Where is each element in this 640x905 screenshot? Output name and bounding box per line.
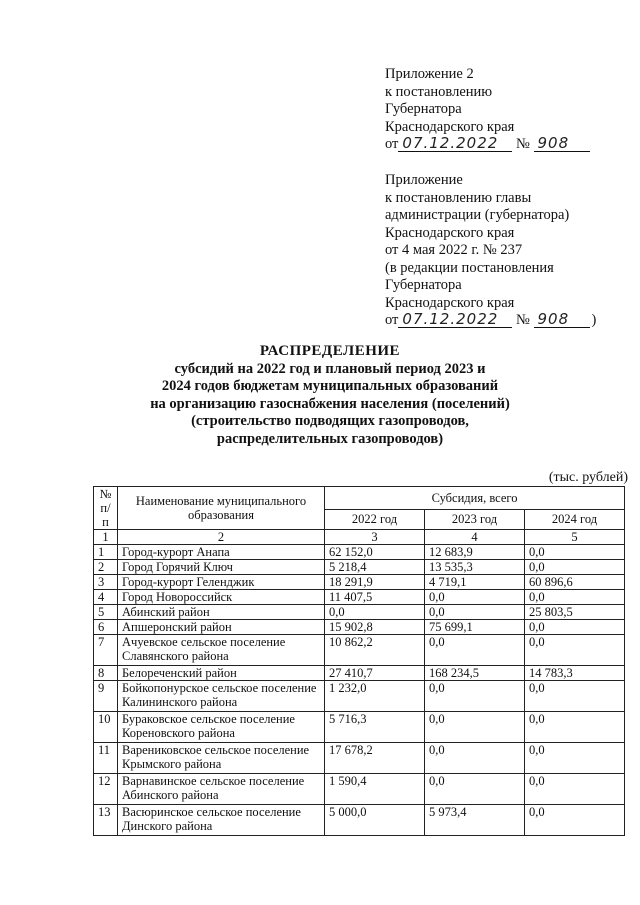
row-value-2022: 5 716,3 [325,712,425,743]
annex1-line: Губернатора [385,101,462,117]
annex2-handwritten-number: 908 [534,312,590,328]
annex1-sign-prefix: от [385,136,399,152]
row-value-2023: 13 535,3 [425,560,525,575]
row-name: Бураковское сельское поселение Кореновского района [118,712,325,743]
row-value-2024: 60 896,6 [525,575,625,590]
row-name: Город-курорт Анапа [118,545,325,560]
row-value-2022: 27 410,7 [325,666,425,681]
row-value-2024: 0,0 [525,635,625,666]
row-name: Васюринское сельское поселение Динского района [118,805,325,836]
annex2-line: Краснодарского края [385,294,515,311]
annex2-line: администрации (губернатора) [385,207,570,223]
header-year-2022: 2022 год [325,509,425,529]
title-line: субсидий на 2022 год и плановый период 2023 и [174,360,486,377]
title-line: (строительство подводящих газопроводов, [191,413,469,429]
row-name: Город Горячий Ключ [118,560,325,575]
row-value-2024: 0,0 [525,805,625,836]
index-cell: 3 [325,530,425,545]
annex1-line: Приложение 2 [385,66,474,82]
header-year-2023: 2023 год [425,509,525,529]
table-row [94,666,625,681]
index-cell: 4 [425,530,525,545]
row-name: Город-курорт Геленджик [118,575,325,590]
annex2-line: Краснодарского края [385,224,515,241]
row-value-2023: 168 234,5 [425,666,525,681]
row-number: 1 [94,545,118,560]
row-name: Варнавинское сельское поселение Абинского района [118,774,325,805]
row-number: 8 [94,666,118,681]
table-row [94,681,625,712]
row-value-2023: 0,0 [425,590,525,605]
annex2-line: от 4 мая 2022 г. № 237 [385,242,523,258]
table-row [94,545,625,560]
row-name: Ачуевское сельское поселение Славянского района [118,635,325,666]
row-value-2024: 0,0 [525,620,625,635]
header-number: № п/п [94,487,118,530]
row-value-2023: 0,0 [425,635,525,666]
annex2-line: Губернатора [385,277,462,293]
row-number: 9 [94,681,118,712]
index-cell: 1 [94,530,118,545]
annex1-line: к постановлению [385,83,493,100]
row-number: 3 [94,575,118,590]
row-value-2022: 5 218,4 [325,560,425,575]
row-number: 10 [94,712,118,743]
annex2-signature-line [385,312,596,330]
row-name: Абинский район [118,605,325,620]
row-value-2023: 4 719,1 [425,575,525,590]
index-cell: 5 [525,530,625,545]
header-name: Наименование муниципального образования [118,487,325,530]
row-number: 13 [94,805,118,836]
row-number: 5 [94,605,118,620]
row-value-2022: 11 407,5 [325,590,425,605]
row-name: Город Новороссийск [118,590,325,605]
table-row [94,743,625,774]
row-value-2024: 0,0 [525,560,625,575]
header-subsidy-group: Субсидия, всего [325,487,625,510]
row-value-2023: 0,0 [425,681,525,712]
annex2-handwritten-date: 07.12.2022 [398,312,512,328]
title-line: 2024 годов бюджетам муниципальных образований [161,378,499,394]
row-name: Варениковское сельское поселение Крымского района [118,743,325,774]
row-name: Апшеронский район [118,620,325,635]
row-number: 11 [94,743,118,774]
annex1-signature-line [385,136,590,154]
row-value-2024: 0,0 [525,743,625,774]
annex1-line: Краснодарского края [385,118,515,135]
table-row [94,620,625,635]
row-value-2023: 0,0 [425,605,525,620]
title-main: РАСПРЕДЕЛЕНИЕ [259,343,401,359]
units-label: (тыс. рублей) [548,470,628,485]
row-number: 7 [94,635,118,666]
header-year-2024: 2024 год [525,509,625,529]
table-row [94,575,625,590]
annex2-closing-paren: ) [591,312,597,328]
title-line: распределительных газопроводов) [216,430,444,447]
row-value-2023: 12 683,9 [425,545,525,560]
row-value-2023: 75 699,1 [425,620,525,635]
document-title [60,343,600,448]
row-value-2022: 1 590,4 [325,774,425,805]
row-name: Белореченский район [118,666,325,681]
annex-block-1 [385,66,590,154]
row-value-2023: 0,0 [425,712,525,743]
table-row [94,605,625,620]
annex2-sign-prefix: от [385,312,399,328]
table-row [94,560,625,575]
title-line: на организацию газоснабжения населения (поселений) [150,395,510,412]
row-value-2023: 0,0 [425,743,525,774]
row-value-2022: 18 291,9 [325,575,425,590]
row-value-2022: 17 678,2 [325,743,425,774]
row-value-2022: 10 862,2 [325,635,425,666]
row-value-2023: 5 973,4 [425,805,525,836]
annex2-line: (в редакции постановления [385,259,554,276]
row-value-2024: 0,0 [525,712,625,743]
row-value-2024: 14 783,3 [525,666,625,681]
row-value-2023: 0,0 [425,774,525,805]
row-value-2024: 0,0 [525,590,625,605]
row-value-2022: 5 000,0 [325,805,425,836]
table-row [94,712,625,743]
annex1-handwritten-date: 07.12.2022 [398,136,512,152]
row-value-2024: 0,0 [525,681,625,712]
subsidy-table [93,486,625,836]
row-value-2022: 15 902,8 [325,620,425,635]
row-number: 4 [94,590,118,605]
annex-block-2 [385,172,596,330]
table-row [94,805,625,836]
row-name: Бойкопонурское сельское поселение Калининского района [118,681,325,712]
annex2-line: к постановлению главы [385,189,532,206]
table-row [94,635,625,666]
row-value-2022: 0,0 [325,605,425,620]
column-index-row [94,530,625,545]
annex1-handwritten-number: 908 [534,136,590,152]
row-number: 2 [94,560,118,575]
annex1-number-label: № [516,136,530,152]
row-value-2024: 0,0 [525,774,625,805]
row-value-2024: 0,0 [525,545,625,560]
row-number: 6 [94,620,118,635]
table-row [94,590,625,605]
annex2-line: Приложение [385,172,463,188]
row-value-2022: 62 152,0 [325,545,425,560]
table-row [94,774,625,805]
annex2-number-label: № [516,312,530,328]
row-value-2022: 1 232,0 [325,681,425,712]
row-number: 12 [94,774,118,805]
row-value-2024: 25 803,5 [525,605,625,620]
index-cell: 2 [118,530,325,545]
